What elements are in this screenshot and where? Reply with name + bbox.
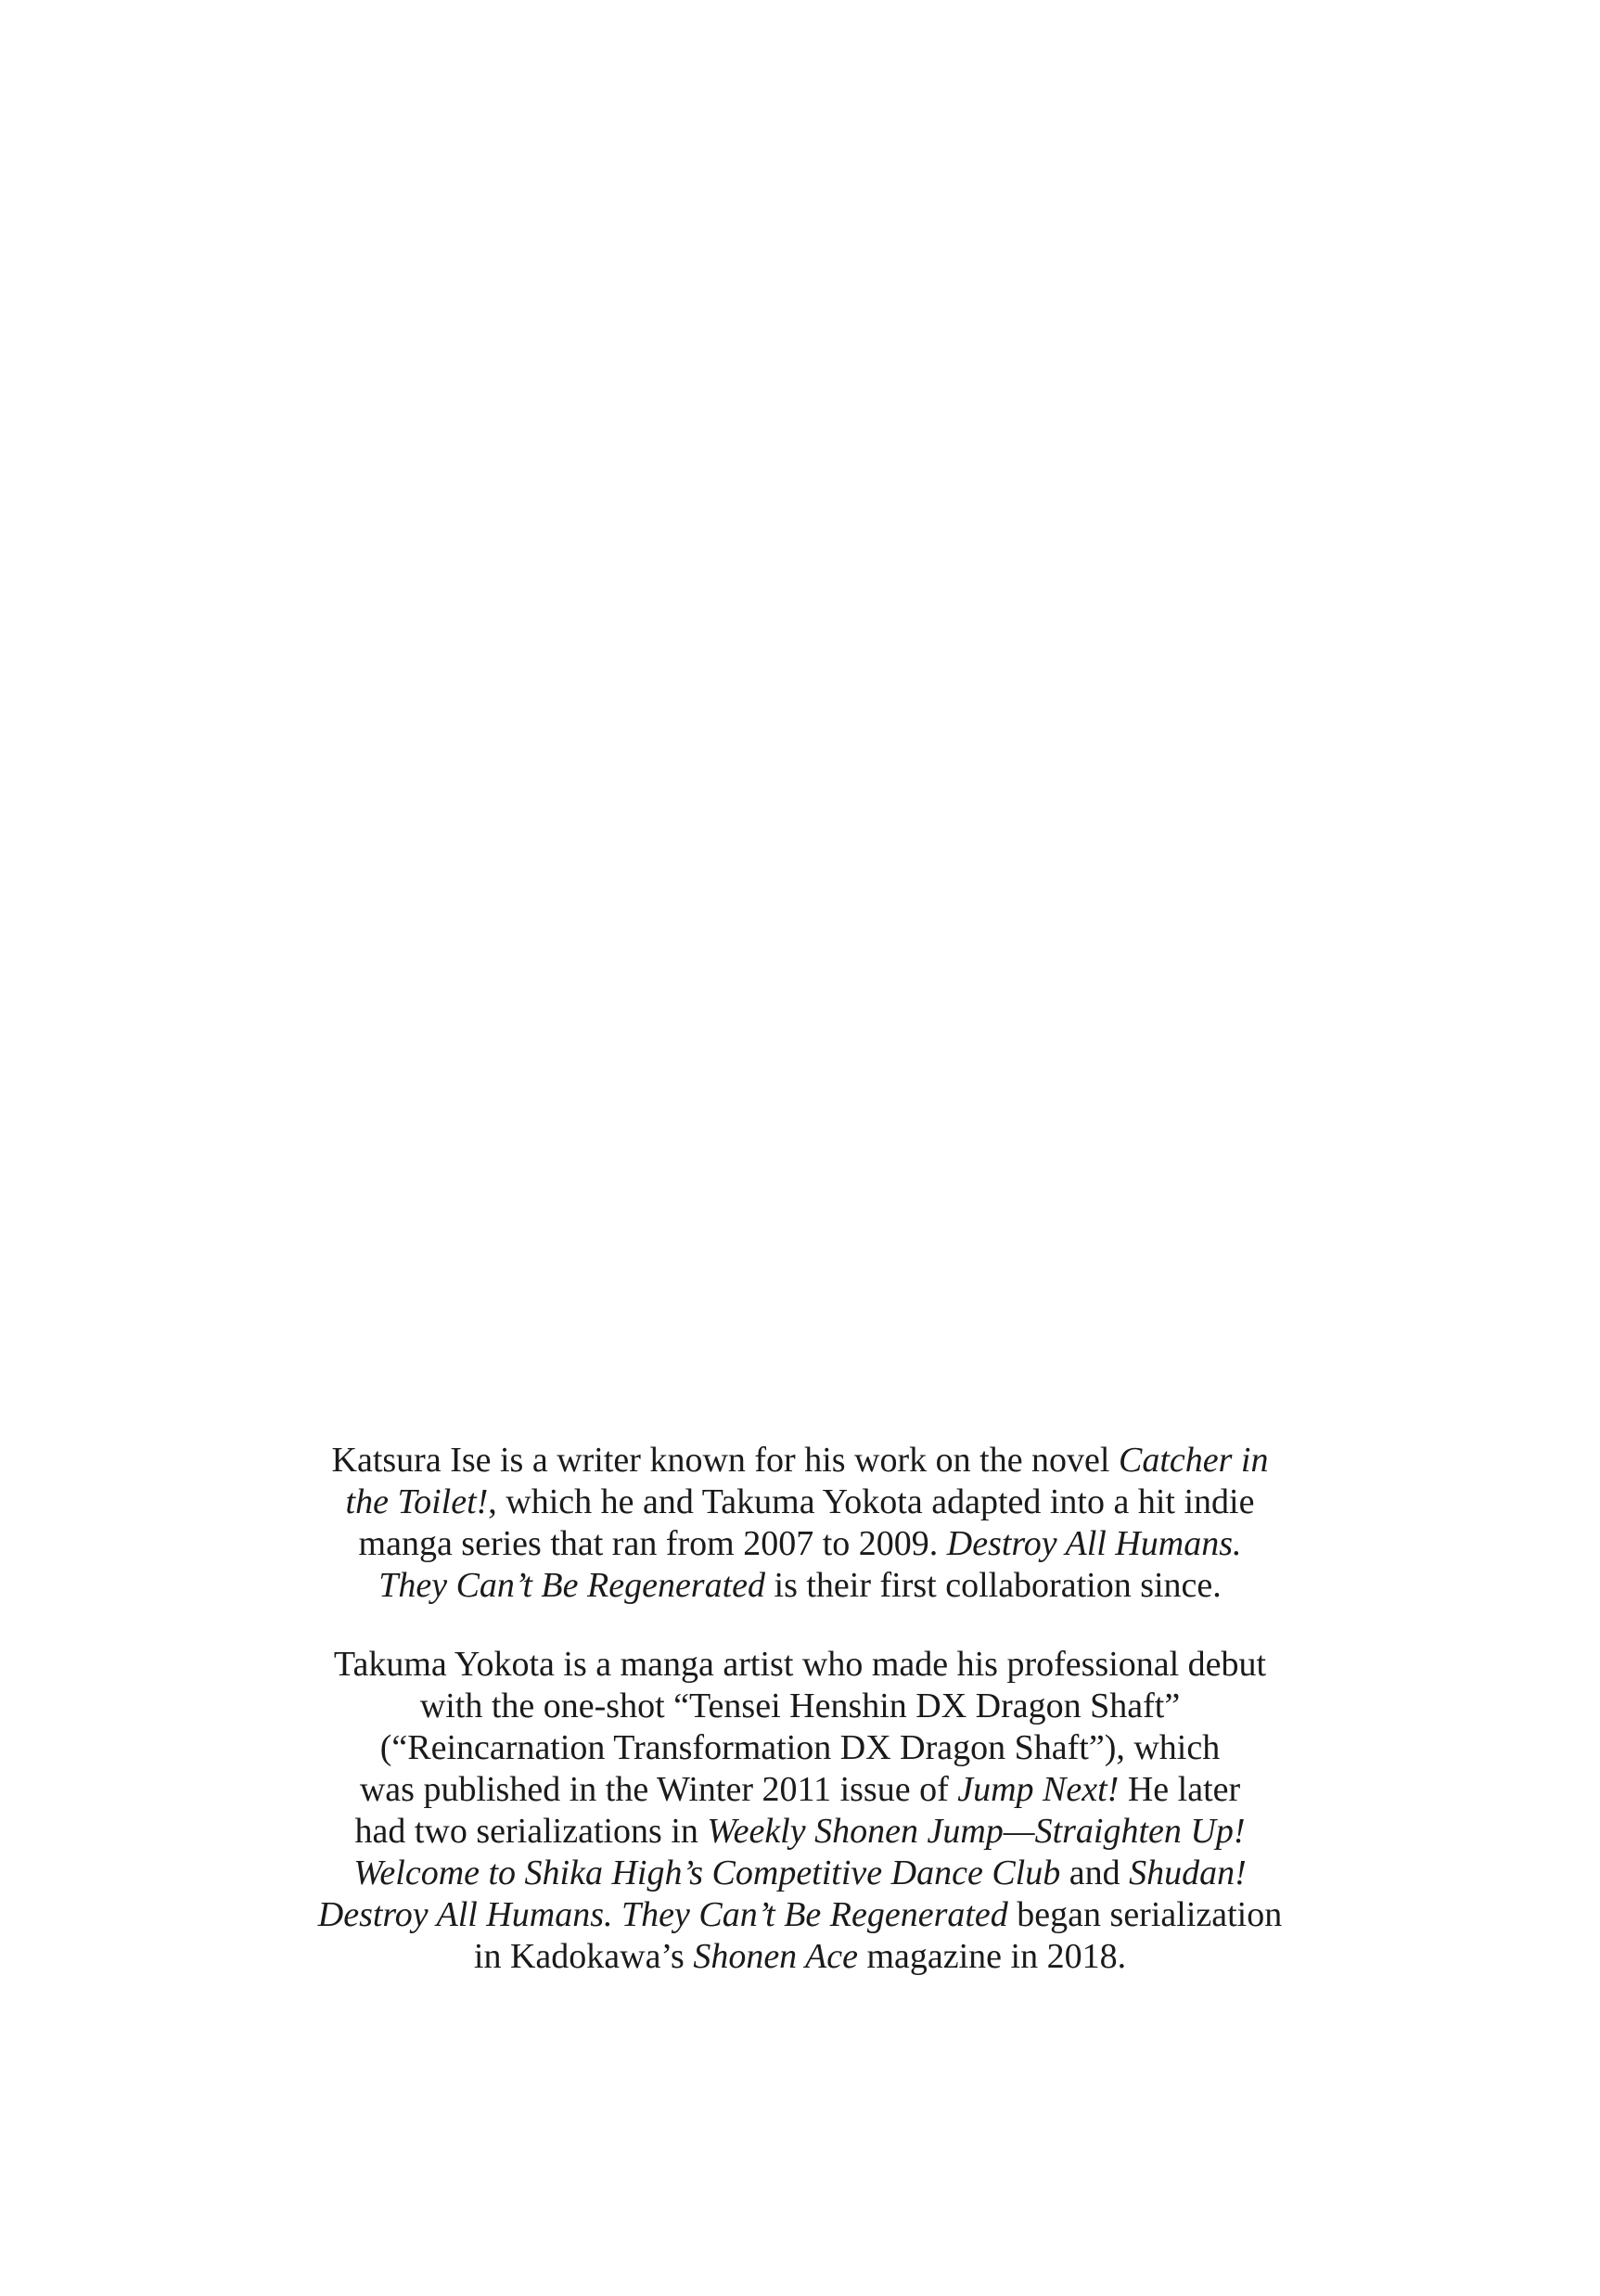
takuma-yokota-bio xyxy=(0,1644,1600,1978)
text-run: in Kadokawa’s xyxy=(473,1937,694,1976)
title-run: Destroy All Humans. They Can’t Be Regenerated xyxy=(317,1895,1008,1934)
text-run: He later xyxy=(1119,1770,1241,1809)
bio-line xyxy=(0,1440,1600,1481)
title-run: the Toilet! xyxy=(345,1482,489,1521)
title-run: Catcher in xyxy=(1118,1441,1269,1480)
title-run: Jump Next! xyxy=(957,1770,1120,1809)
bio-line xyxy=(0,1565,1600,1607)
title-run: Weekly Shonen Jump—Straighten Up! xyxy=(707,1812,1246,1851)
text-run: Katsura Ise is a writer known for his work on the novel xyxy=(331,1441,1119,1480)
text-run: , which he and Takuma Yokota adapted into a hit indie xyxy=(488,1482,1255,1521)
title-run: Destroy All Humans. xyxy=(946,1524,1242,1563)
text-run: with the one-shot “Tensei Henshin DX Dragon Shaft” xyxy=(419,1687,1181,1725)
bio-line xyxy=(0,1936,1600,1978)
katsura-ise-bio xyxy=(0,1440,1600,1607)
bio-line xyxy=(0,1523,1600,1565)
text-run: began serialization xyxy=(1007,1895,1283,1934)
title-run: Shonen Ace xyxy=(693,1937,858,1976)
text-run: was published in the Winter 2011 issue of xyxy=(359,1770,958,1809)
text-run: manga series that ran from 2007 to 2009. xyxy=(358,1524,947,1563)
title-run: They Can’t Be Regenerated xyxy=(378,1566,766,1605)
text-run: and xyxy=(1060,1853,1130,1892)
bio-line xyxy=(0,1853,1600,1894)
bio-line xyxy=(0,1644,1600,1686)
text-run: had two serializations in xyxy=(354,1812,708,1851)
bio-line xyxy=(0,1481,1600,1523)
text-run: Takuma Yokota is a manga artist who made his professional debut xyxy=(333,1645,1267,1684)
bio-line xyxy=(0,1769,1600,1811)
bio-line xyxy=(0,1894,1600,1936)
text-run: is their first collaboration since. xyxy=(765,1566,1222,1605)
text-run: (“Reincarnation Transformation DX Dragon Shaft”), which xyxy=(379,1728,1221,1767)
bio-line xyxy=(0,1811,1600,1853)
author-bios xyxy=(0,1440,1600,1978)
text-run: magazine in 2018. xyxy=(857,1937,1127,1976)
bio-line xyxy=(0,1727,1600,1769)
title-run: Shudan! xyxy=(1129,1853,1247,1892)
title-run: Welcome to Shika High’s Competitive Dance Club xyxy=(353,1853,1061,1892)
bio-line xyxy=(0,1686,1600,1727)
